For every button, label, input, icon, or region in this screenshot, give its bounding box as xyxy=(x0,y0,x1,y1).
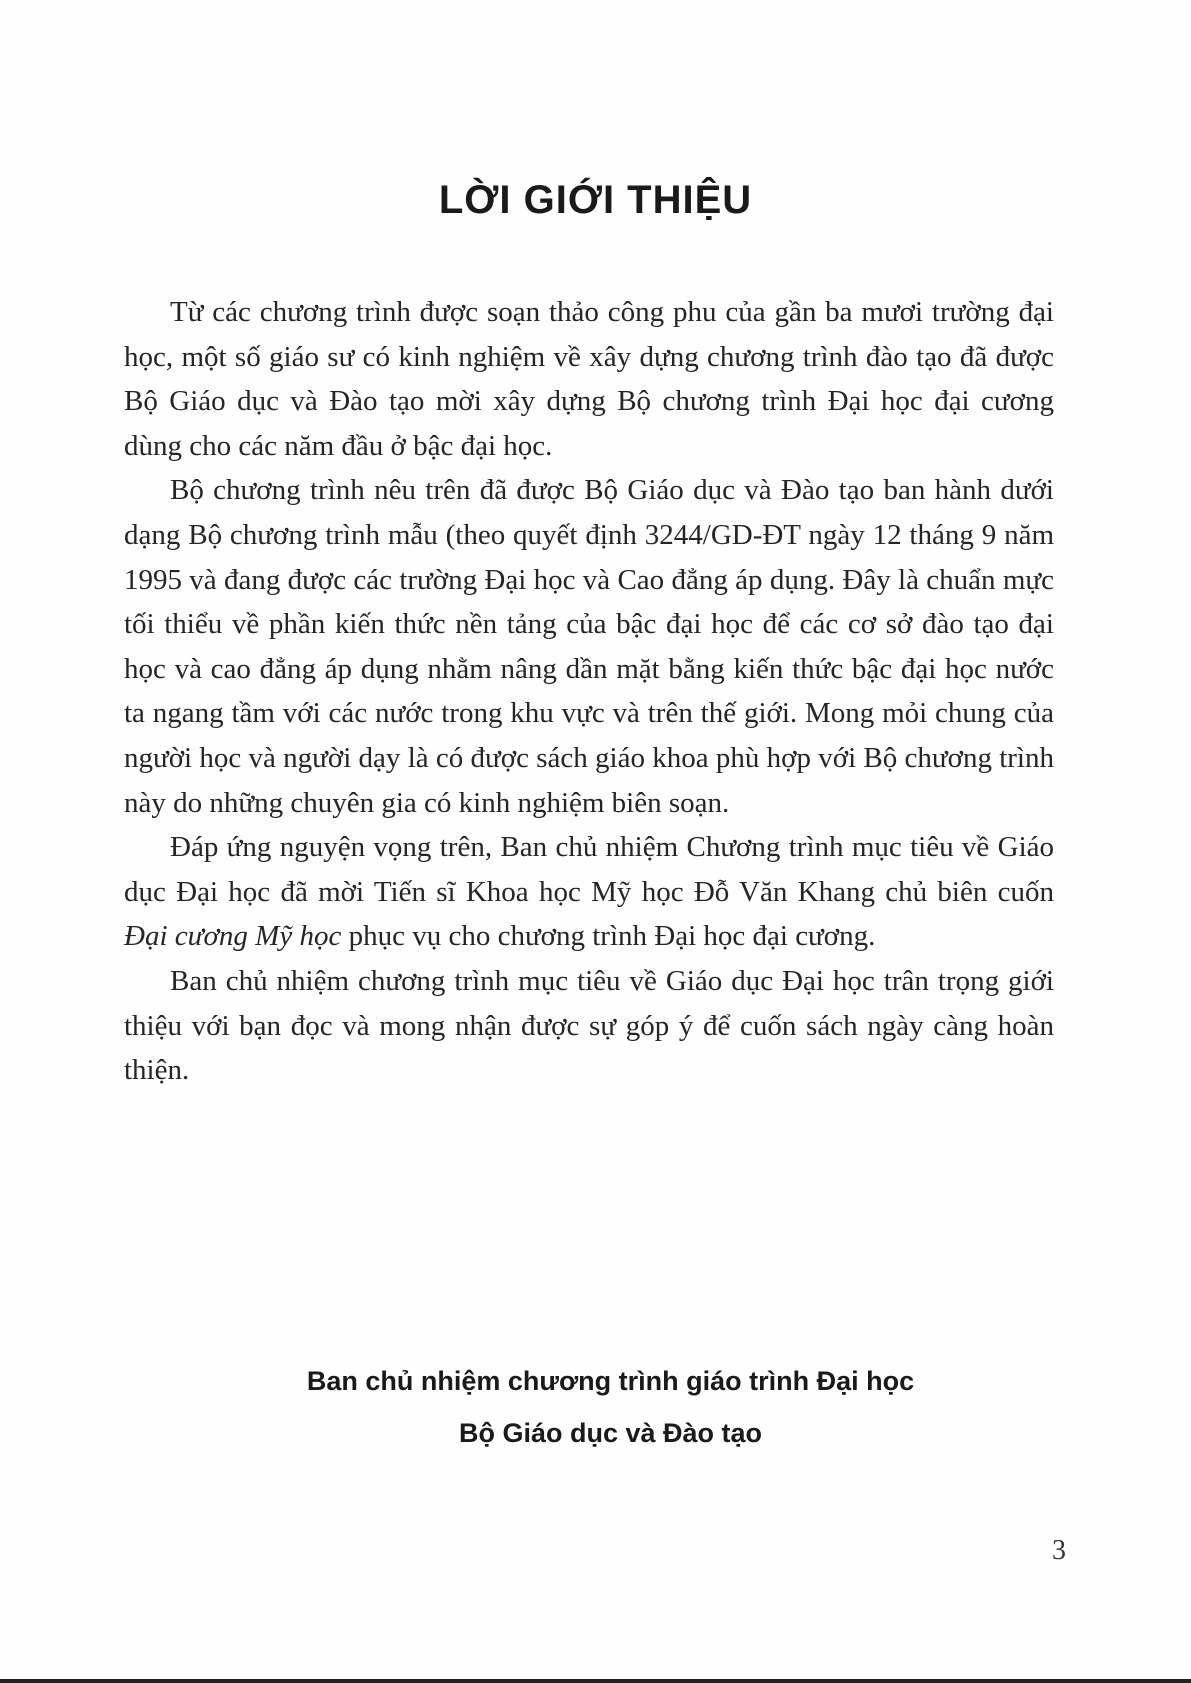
signature-block xyxy=(0,1355,1191,1459)
paragraph-1: Từ các chương trình được soạn thảo công phu của gần ba mươi trường đại học, một số giáo sư có kinh nghiệm về xây dựng chương trình đào tạo đã được Bộ Giáo dục và Đào tạo mời xây dựng Bộ chương trình Đại học đại cương dùng cho các năm đầu ở bậc đại học. xyxy=(124,296,1054,462)
paragraph-2: Bộ chương trình nêu trên đã được Bộ Giáo dục và Đào tạo ban hành dưới dạng Bộ chương trình mẫu (theo quyết định 3244/GD-ĐT ngày 12 tháng 9 năm 1995 và đang được các trường Đại học và Cao đẳng áp dụng. Đây là chuẩn mực tối thiểu về phần kiến thức nền tảng của bậc đại học để các cơ sở đào tạo đại học và cao đẳng áp dụng nhằm nâng dần mặt bằng kiến thức bậc đại học nước ta ngang tầm với các nước trong khu vực và trên thế giới. Mong mỏi chung của người học và người dạy là có được sách giáo khoa phù hợp với Bộ chương trình này do những chuyên gia có kinh nghiệm biên soạn. xyxy=(124,474,1054,819)
signature-line-1: Ban chủ nhiệm chương trình giáo trình Đại học xyxy=(306,1366,915,1396)
body-text xyxy=(124,290,1054,1093)
paragraph-3 xyxy=(124,825,1054,959)
page-bottom-edge xyxy=(0,1679,1191,1683)
paragraph-3-text-before: Đáp ứng nguyện vọng trên, Ban chủ nhiệm Chương trình mục tiêu về Giáo dục Đại học đã mời Tiến sĩ Khoa học Mỹ học Đỗ Văn Khang chủ biên cuốn xyxy=(124,831,1054,908)
signature-line-2: Bộ Giáo dục và Đào tạo xyxy=(458,1418,763,1448)
paragraph-3-text-after: phục vụ cho chương trình Đại học đại cương. xyxy=(341,920,876,953)
book-title-italic: Đại cương Mỹ học xyxy=(124,920,342,953)
page-title: LỜI GIỚI THIỆU xyxy=(438,178,753,222)
paragraph-4: Ban chủ nhiệm chương trình mục tiêu về Giáo dục Đại học trân trọng giới thiệu với bạn đọc và mong nhận được sự góp ý để cuốn sách ngày càng hoàn thiện. xyxy=(124,964,1054,1087)
page-number: 3 xyxy=(1052,1535,1066,1566)
